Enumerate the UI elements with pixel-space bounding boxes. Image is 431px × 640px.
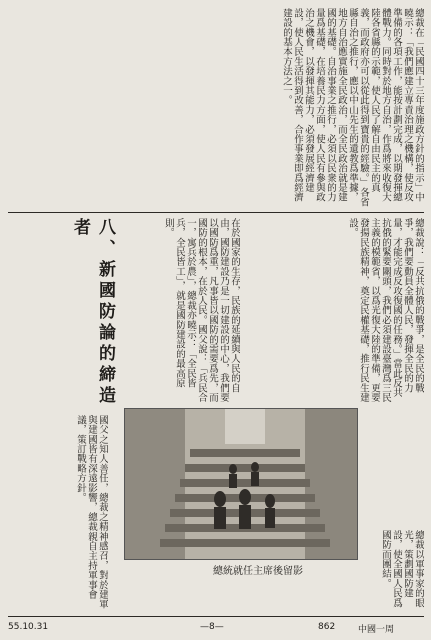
photo-caption: 總統就任主席後留影	[213, 566, 303, 577]
footer-publication: 中國一周	[358, 625, 395, 635]
article-text-bottom-right: 總裁以軍事家的眼光，策劃國防建設，使全國人民爲國防而團結。	[380, 530, 424, 608]
historical-photo	[124, 408, 358, 560]
article-text-top: 總裁在「民國四十三年度施政方針的指示」中曉示：「我們應建立專責治理之機構，使反攻準備的各項工作，能按計劃完成，以期發揮總體戰力。同時對於地方自治，作爲將來收復大陸各省縣的示範，使人民了解自由民主的真義，而政府亦可以從此得到寶貴的經驗。」各省縣自治之推行，應以中山先生的遺教爲準據，地方自治應實施全民政治，而全民政治就是建國的基礎。自治事業之推行，必須以民衆的力量爲基礎，在培養民力方面，使人民有參與政治之機會，以發揮其能力，必須發展經濟建設，使人民生活得到改善，合作事業即爲經濟建設的基本方法之一。	[281, 8, 424, 207]
photo-illustration	[125, 409, 357, 559]
article-text-mid-right: 總裁說：「反共抗俄的戰爭，是全民的戰爭，我們要動員全體人民，發揮全民的力量，才能完成反攻復國的任務。」當此反共抗俄的緊要關頭，我們必須建設臺灣爲三民主義的模範省，以爲光復大陸的準備，更要發揚民族精神，奠定民權基礎，推行民生建設。	[347, 218, 424, 403]
footer-page-number: —8—	[200, 622, 224, 632]
footer-page-code: 862	[318, 622, 336, 632]
section-divider	[8, 212, 424, 213]
footer-date: 55.10.31	[8, 622, 49, 632]
section-heading: 八、新國防論的締造者	[70, 218, 115, 407]
article-text-bottom-left: 國父之知人善任，總裁之精神感召，對於建軍與建國皆有深遠影響，總裁親自主持軍事會議，策訂戰略方針。	[75, 415, 108, 609]
page-footer	[8, 622, 424, 636]
footer-divider	[8, 616, 424, 617]
article-text-mid-left: 在於國家的生存，民族的延續與人民的自由，國防建設乃是一切建設的中心，我們要以國防爲重，凡事皆以國防的需要爲先，而國防的根本，在於人民。國父說：「兵民合一，寓兵於農」，總裁亦曉示：「全民皆兵，全民皆工」，就是國防建設的最高原則。	[163, 218, 240, 403]
